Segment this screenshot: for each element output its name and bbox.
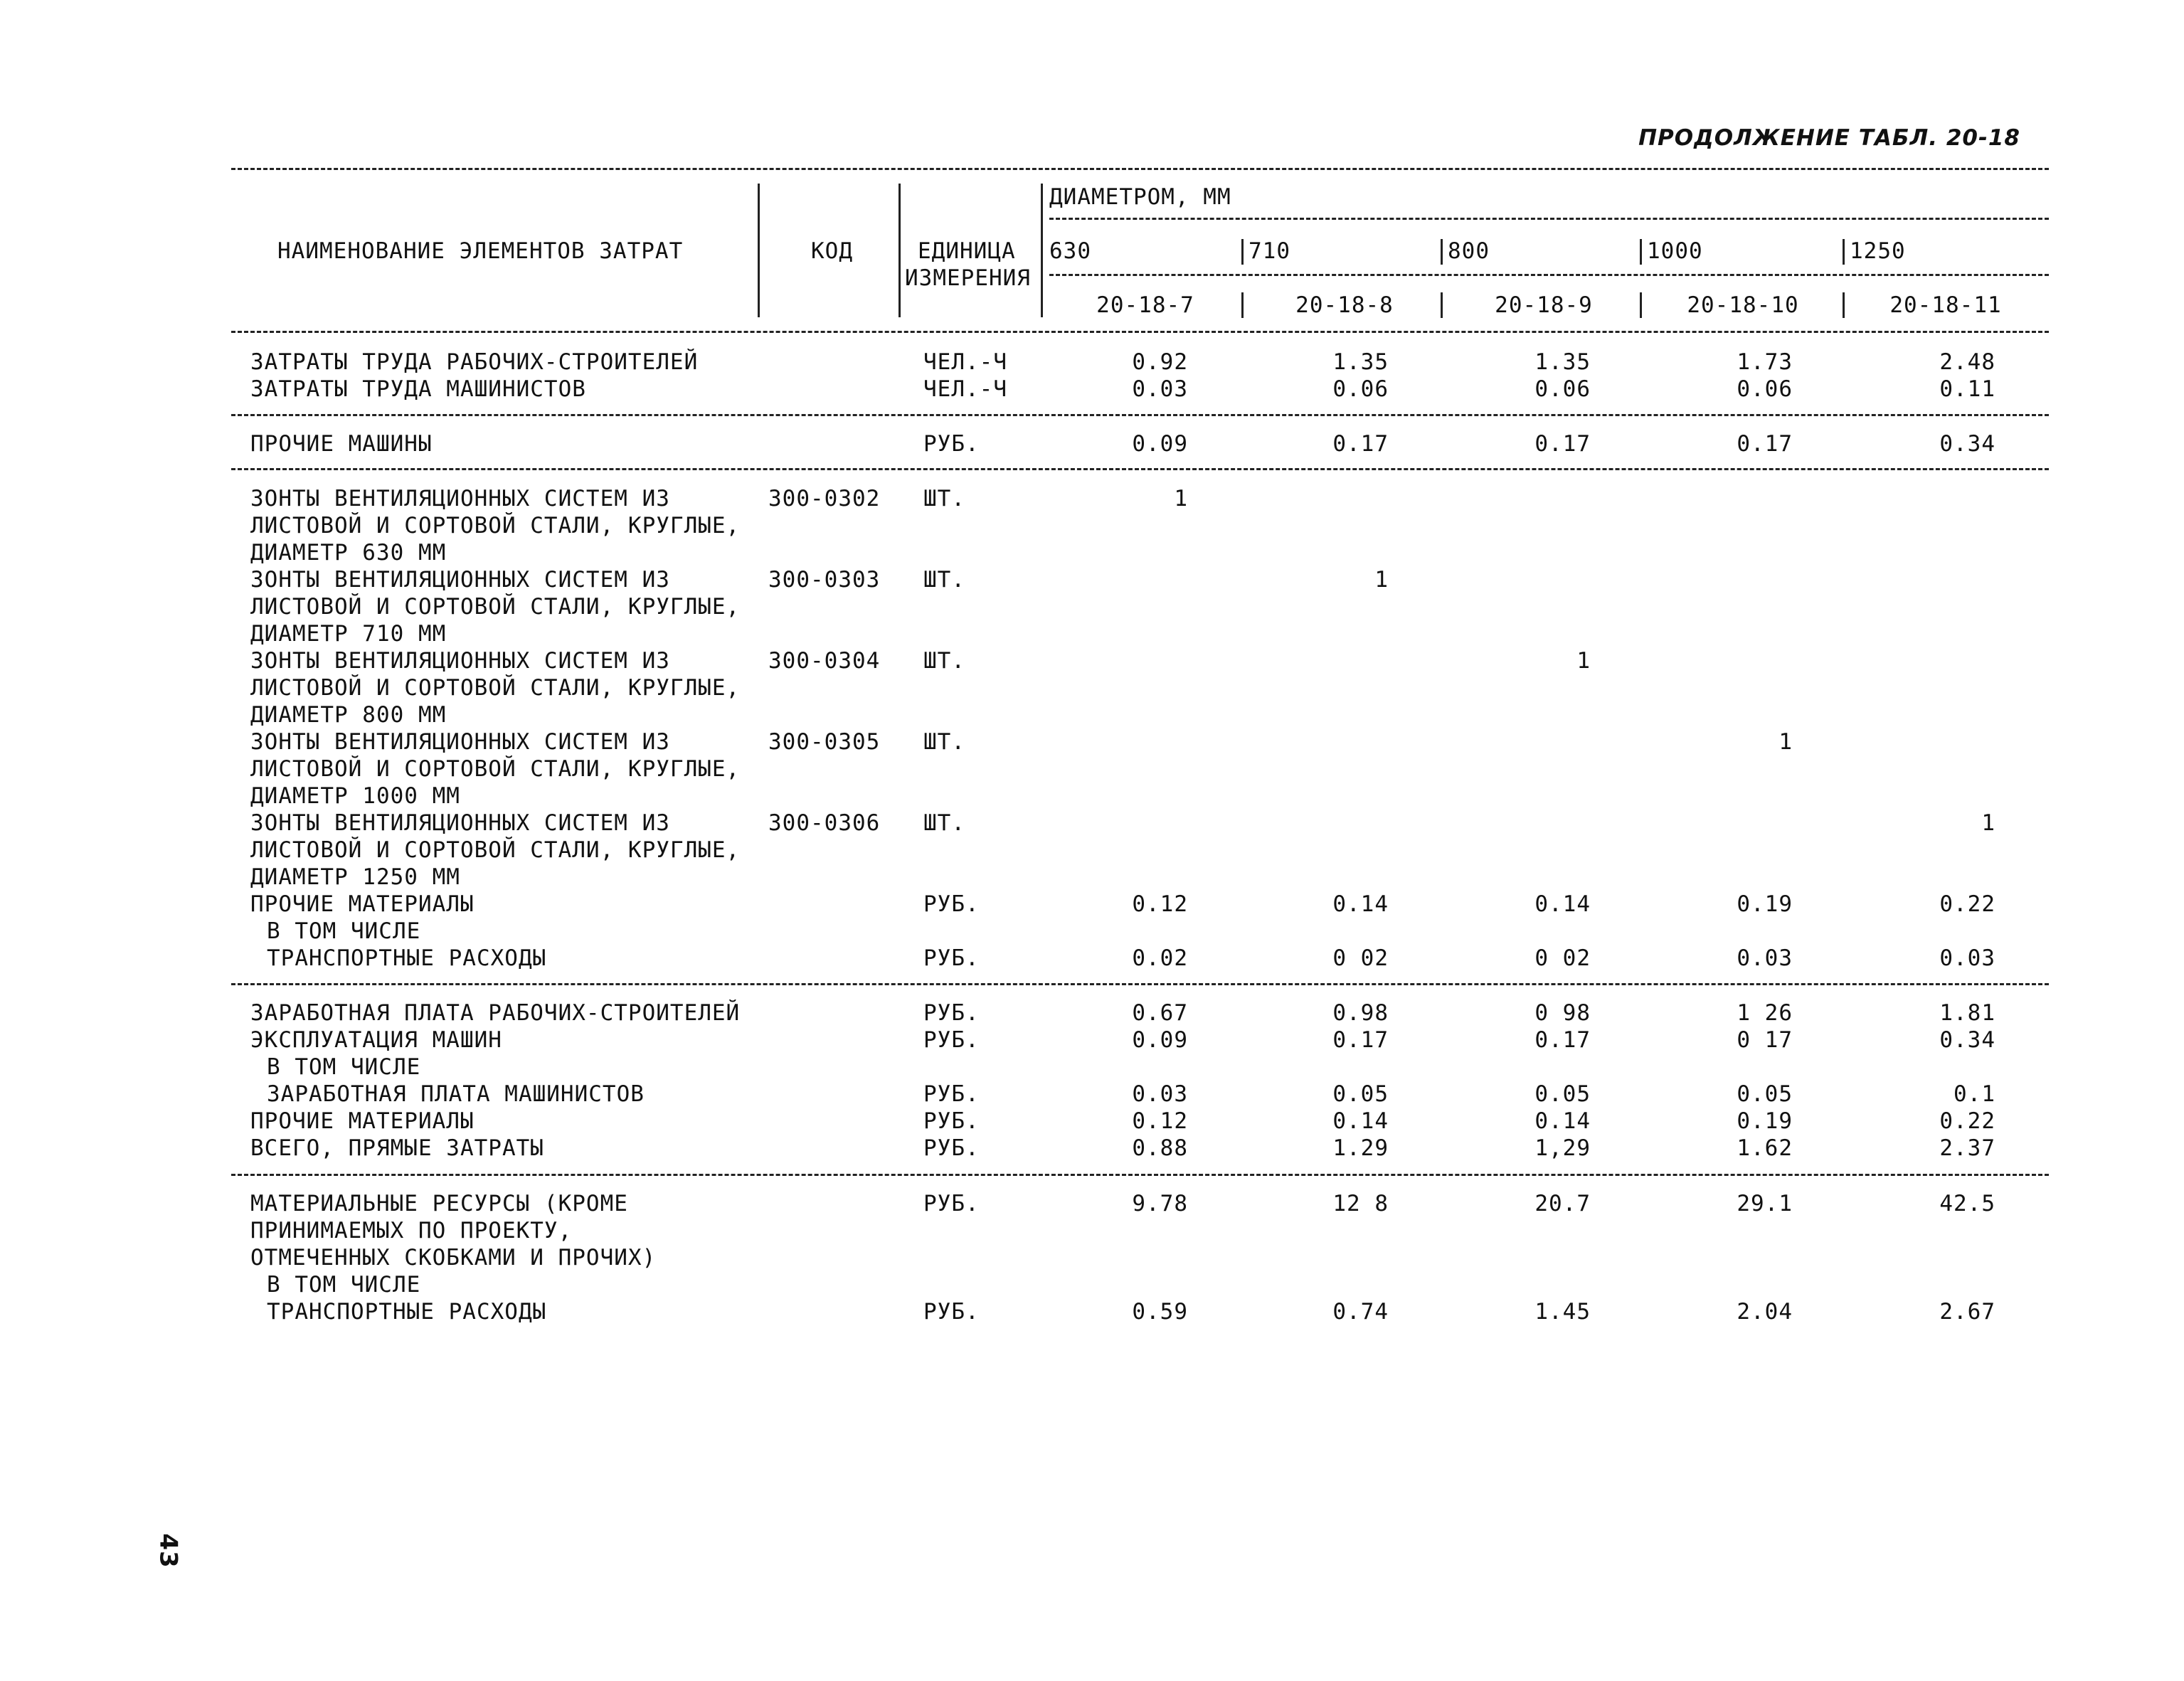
row-value: 1 [1981,810,1995,836]
row-value: 9.78 [1132,1191,1188,1216]
row-value: 1 [1174,486,1188,511]
row-name: ПРОЧИЕ МАТЕРИАЛЫ [250,1108,475,1134]
header-divider-name [758,184,760,317]
row-value: 1 [1374,567,1389,593]
row-value: 0.17 [1332,1027,1389,1053]
row-name: ЭКСПЛУАТАЦИЯ МАШИН [250,1027,502,1053]
row-unit: ШТ. [923,648,965,674]
row-value: 2.04 [1737,1299,1793,1325]
row-value: 0.02 [1132,945,1188,971]
header-divider-n8 [1241,292,1244,318]
row-value: 12 8 [1332,1191,1389,1216]
diameter-800: 800 [1448,238,1490,264]
row-unit: РУБ. [923,431,980,457]
row-unit: ЧЕЛ.-Ч [923,376,1007,402]
section-rule-4 [231,1174,2049,1176]
norm-20-18-7: 20-18-7 [1096,292,1194,318]
row-value: 0.11 [1939,376,1995,402]
header-divider-n9 [1441,292,1443,318]
row-unit: ШТ. [923,810,965,836]
row-name: ДИАМЕТР 1250 ММ [250,864,460,890]
row-name: ОТМЕЧЕННЫХ СКОБКАМИ И ПРОЧИХ) [250,1245,657,1271]
header-sub-rule-2 [1049,274,2049,276]
row-unit: РУБ. [923,945,980,971]
row-value: 0.17 [1332,431,1389,457]
row-name: ДИАМЕТР 1000 ММ [250,783,460,809]
row-name: ПРОЧИЕ МАТЕРИАЛЫ [250,891,475,917]
header-divider-unit [1041,184,1043,317]
row-value: 0.06 [1737,376,1793,402]
row-value: 0 17 [1737,1027,1793,1053]
row-unit: ШТ. [923,567,965,593]
row-code: 300-0306 [768,810,881,836]
row-unit: РУБ. [923,1027,980,1053]
row-value: 0 02 [1534,945,1591,971]
row-value: 0.19 [1737,891,1793,917]
row-value: 0.22 [1939,1108,1995,1134]
row-value: 42.5 [1939,1191,1995,1216]
row-name: ДИАМЕТР 710 ММ [250,621,447,647]
row-value: 0.14 [1332,891,1389,917]
row-unit: РУБ. [923,1081,980,1107]
header-bottom-rule [231,331,2049,333]
row-value: 0 02 [1332,945,1389,971]
row-value: 1.45 [1534,1299,1591,1325]
norm-20-18-9: 20-18-9 [1495,292,1593,318]
row-value: 1 26 [1737,1000,1793,1026]
row-value: 0.59 [1132,1299,1188,1325]
row-value: 1.35 [1534,349,1591,375]
row-value: 0.06 [1332,376,1389,402]
header-divider-n10 [1640,292,1642,318]
row-value: 0 98 [1534,1000,1591,1026]
column-header-unit-line2: ИЗМЕРЕНИЯ [905,265,1031,291]
row-value: 2.37 [1939,1135,1995,1161]
row-value: 20.7 [1534,1191,1591,1216]
row-unit: РУБ. [923,891,980,917]
row-name: ЛИСТОВОЙ И СОРТОВОЙ СТАЛИ, КРУГЛЫЕ, [250,594,741,620]
row-value: 0.34 [1939,1027,1995,1053]
row-value: 0.14 [1332,1108,1389,1134]
diameter-1000: 1000 [1647,238,1703,264]
row-unit: РУБ. [923,1000,980,1026]
row-value: 0.14 [1534,1108,1591,1134]
row-value: 0.1 [1954,1081,1995,1107]
header-divider-code [898,184,901,317]
row-name: В ТОМ ЧИСЛЕ [267,1272,421,1298]
row-name: ЗОНТЫ ВЕНТИЛЯЦИОННЫХ СИСТЕМ ИЗ [250,810,670,836]
diameter-710: 710 [1249,238,1290,264]
row-value: 0.17 [1534,431,1591,457]
column-header-unit-line1: ЕДИНИЦА [918,238,1016,264]
row-value: 0.34 [1939,431,1995,457]
row-value: 1 [1779,729,1793,755]
row-unit: ЧЕЛ.-Ч [923,349,1007,375]
row-name: ЛИСТОВОЙ И СОРТОВОЙ СТАЛИ, КРУГЛЫЕ, [250,837,741,863]
norm-20-18-10: 20-18-10 [1687,292,1799,318]
row-name: ВСЕГО, ПРЯМЫЕ ЗАТРАТЫ [250,1135,544,1161]
header-top-rule [231,168,2049,170]
row-code: 300-0305 [768,729,881,755]
row-name: МАТЕРИАЛЬНЫЕ РЕСУРСЫ (КРОМЕ [250,1191,628,1216]
row-value: 2.67 [1939,1299,1995,1325]
table-continuation-title: ПРОДОЛЖЕНИЕ ТАБЛ. 20-18 [1638,125,2020,151]
row-unit: РУБ. [923,1108,980,1134]
norm-20-18-8: 20-18-8 [1295,292,1394,318]
row-value: 1.73 [1737,349,1793,375]
row-name: ЗОНТЫ ВЕНТИЛЯЦИОННЫХ СИСТЕМ ИЗ [250,648,670,674]
row-name: В ТОМ ЧИСЛЕ [267,1054,421,1080]
row-name: ЗАРАБОТНАЯ ПЛАТА МАШИНИСТОВ [267,1081,645,1107]
row-value: 0.05 [1737,1081,1793,1107]
row-unit: ШТ. [923,729,965,755]
row-name: ЛИСТОВОЙ И СОРТОВОЙ СТАЛИ, КРУГЛЫЕ, [250,513,741,539]
row-value: 29.1 [1737,1191,1793,1216]
diameter-1250: 1250 [1850,238,1906,264]
row-unit: ШТ. [923,486,965,511]
section-rule-2 [231,468,2049,470]
row-value: 0.98 [1332,1000,1389,1026]
row-value: 1.62 [1737,1135,1793,1161]
row-unit: РУБ. [923,1299,980,1325]
row-name: ПРИНИМАЕМЫХ ПО ПРОЕКТУ, [250,1218,573,1243]
row-name: ПРОЧИЕ МАШИНЫ [250,431,433,457]
header-divider-n11 [1843,292,1845,318]
row-unit: РУБ. [923,1191,980,1216]
row-value: 0.14 [1534,891,1591,917]
row-value: 0.17 [1737,431,1793,457]
diameter-630: 630 [1049,238,1091,264]
row-value: 0.19 [1737,1108,1793,1134]
header-divider-d710 [1241,239,1244,265]
row-value: 0.88 [1132,1135,1188,1161]
row-name: ЗАТРАТЫ ТРУДА РАБОЧИХ-СТРОИТЕЛЕЙ [250,349,699,375]
row-name: ТРАНСПОРТНЫЕ РАСХОДЫ [267,1299,547,1325]
column-header-name: НАИМЕНОВАНИЕ ЭЛЕМЕНТОВ ЗАТРАТ [277,238,684,264]
row-name: ЗОНТЫ ВЕНТИЛЯЦИОННЫХ СИСТЕМ ИЗ [250,486,670,511]
row-code: 300-0302 [768,486,881,511]
row-name: ЗОНТЫ ВЕНТИЛЯЦИОННЫХ СИСТЕМ ИЗ [250,567,670,593]
section-rule-3 [231,983,2049,985]
header-divider-d800 [1441,239,1443,265]
row-value: 0.22 [1939,891,1995,917]
row-value: 0.12 [1132,1108,1188,1134]
column-header-code: КОД [811,238,853,264]
row-value: 0.67 [1132,1000,1188,1026]
row-name: ЗАТРАТЫ ТРУДА МАШИНИСТОВ [250,376,586,402]
row-name: ТРАНСПОРТНЫЕ РАСХОДЫ [267,945,547,971]
row-name: ЛИСТОВОЙ И СОРТОВОЙ СТАЛИ, КРУГЛЫЕ, [250,675,741,701]
row-unit: РУБ. [923,1135,980,1161]
row-name: ДИАМЕТР 630 ММ [250,540,447,566]
row-code: 300-0304 [768,648,881,674]
row-value: 0.09 [1132,431,1188,457]
page-number: 43 [154,1533,183,1569]
row-value: 0.74 [1332,1299,1389,1325]
row-value: 1.81 [1939,1000,1995,1026]
row-value: 1,29 [1534,1135,1591,1161]
row-name: ДИАМЕТР 800 ММ [250,702,447,728]
row-value: 0.92 [1132,349,1188,375]
norm-20-18-11: 20-18-11 [1889,292,2002,318]
row-value: 0.03 [1132,1081,1188,1107]
row-value: 1 [1576,648,1591,674]
row-value: 1.29 [1332,1135,1389,1161]
section-rule-1 [231,414,2049,416]
row-code: 300-0303 [768,567,881,593]
row-value: 0.03 [1939,945,1995,971]
row-value: 1.35 [1332,349,1389,375]
header-divider-d1000 [1640,239,1642,265]
row-value: 2.48 [1939,349,1995,375]
row-value: 0.05 [1332,1081,1389,1107]
row-value: 0.17 [1534,1027,1591,1053]
row-name: В ТОМ ЧИСЛЕ [267,918,421,944]
row-value: 0.03 [1737,945,1793,971]
header-sub-rule-1 [1049,218,2049,220]
row-name: ЛИСТОВОЙ И СОРТОВОЙ СТАЛИ, КРУГЛЫЕ, [250,756,741,782]
header-divider-d1250 [1843,239,1845,265]
column-header-diameter-group: ДИАМЕТРОМ, ММ [1049,184,1231,210]
row-value: 0.03 [1132,376,1188,402]
row-name: ЗАРАБОТНАЯ ПЛАТА РАБОЧИХ-СТРОИТЕЛЕЙ [250,1000,741,1026]
row-value: 0.09 [1132,1027,1188,1053]
row-value: 0.12 [1132,891,1188,917]
row-name: ЗОНТЫ ВЕНТИЛЯЦИОННЫХ СИСТЕМ ИЗ [250,729,670,755]
row-value: 0.06 [1534,376,1591,402]
row-value: 0.05 [1534,1081,1591,1107]
